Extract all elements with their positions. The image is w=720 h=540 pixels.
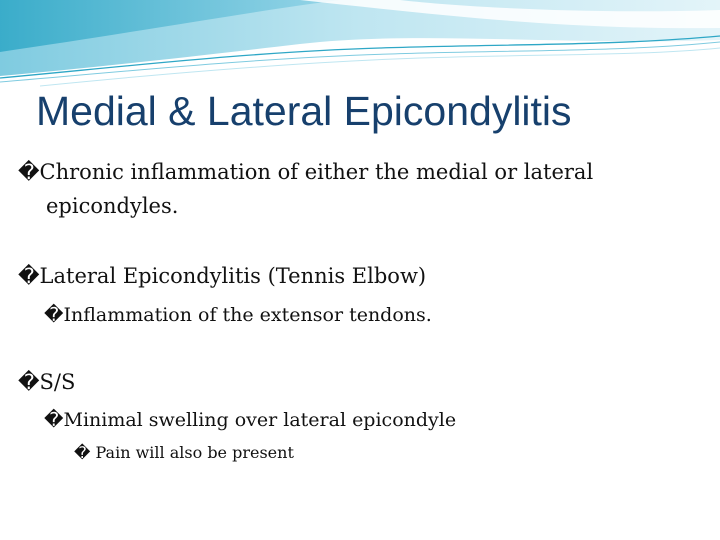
bullet-text-continuation: epicondyles. bbox=[46, 194, 179, 218]
sub-sub-bullet-item bbox=[74, 442, 294, 464]
bullet-text: Chronic inflammation of either the medial or lateral bbox=[39, 160, 594, 184]
bullet-marker-icon: � bbox=[44, 304, 64, 326]
sub-bullet-item bbox=[44, 302, 432, 328]
slide-title: Medial & Lateral Epicondylitis bbox=[36, 88, 572, 134]
bullet-marker-icon: � bbox=[18, 370, 40, 394]
bullet-item bbox=[18, 259, 426, 293]
bullet-text: Lateral Epicondylitis (Tennis Elbow) bbox=[39, 264, 427, 288]
bullet-item bbox=[18, 365, 75, 399]
bullet-item bbox=[18, 155, 593, 223]
bullet-marker-icon: � bbox=[18, 264, 40, 288]
bullet-text: Pain will also be present bbox=[95, 443, 294, 462]
bullet-marker-icon: � bbox=[18, 160, 40, 184]
header-wave-decoration bbox=[0, 0, 720, 90]
bullet-text: Minimal swelling over lateral epicondyle bbox=[63, 409, 457, 431]
sub-bullet-item bbox=[44, 407, 456, 433]
bullet-text: S/S bbox=[39, 370, 76, 394]
bullet-text: Inflammation of the extensor tendons. bbox=[63, 304, 432, 326]
bullet-marker-icon: � bbox=[74, 443, 91, 462]
bullet-marker-icon: � bbox=[44, 409, 64, 431]
